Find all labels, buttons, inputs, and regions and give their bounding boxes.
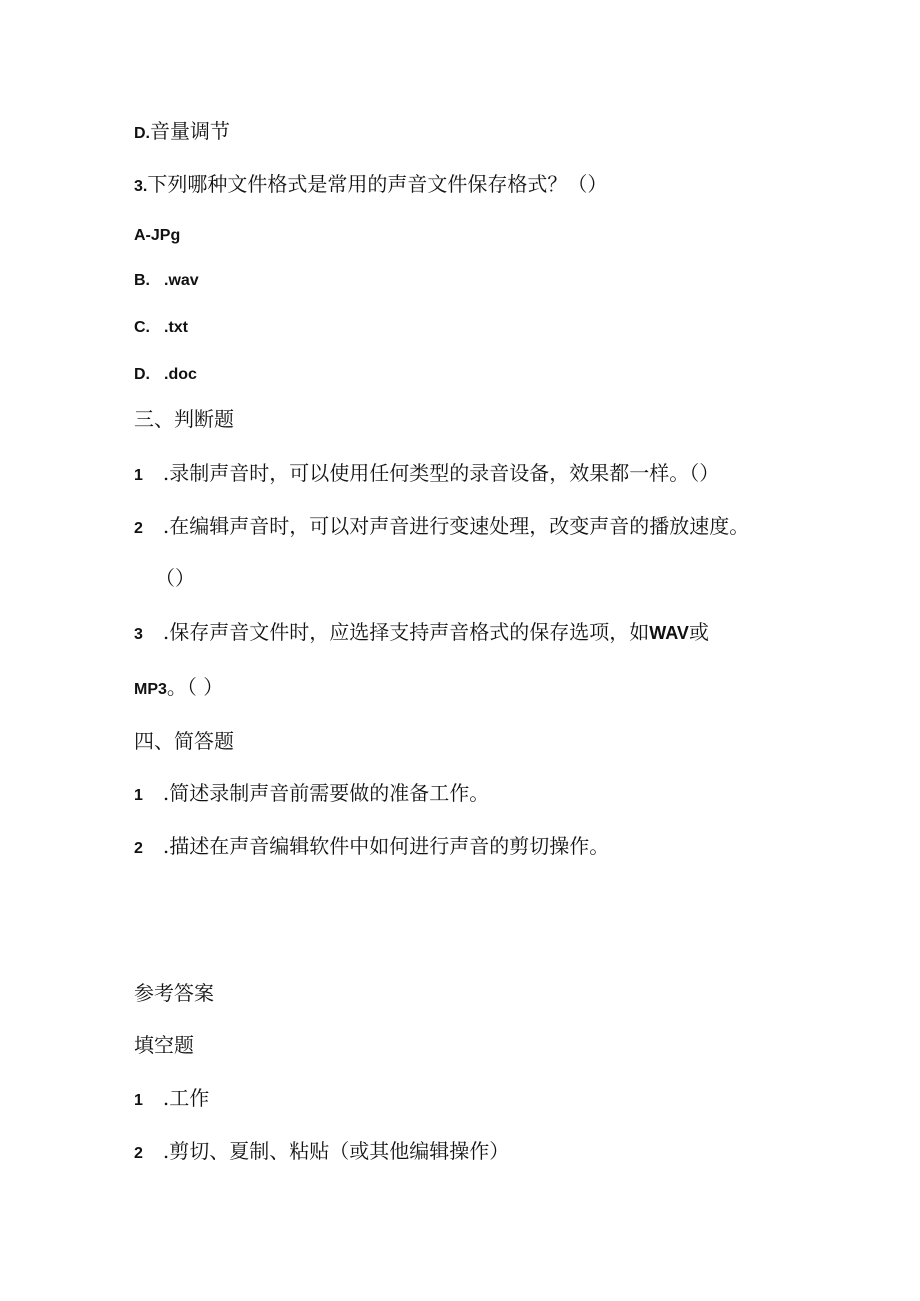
section-heading-judge: 三、判断题	[134, 407, 234, 431]
item-text-tail: 或	[688, 620, 709, 644]
judge-item-2-continuation: （）	[155, 566, 195, 590]
question-number: 3.	[134, 178, 148, 195]
option-b	[134, 265, 199, 294]
question-3	[134, 171, 607, 200]
item-text: .剪切、夏制、粘贴（或其他编辑操作）	[162, 1139, 510, 1163]
item-text: .录制声音时，可以使用任何类型的录音设备，效果都一样。（）	[162, 461, 720, 485]
item-number: 1	[134, 787, 143, 804]
option-text: .txt	[164, 319, 188, 336]
option-text: JPg	[150, 227, 181, 244]
item-number: 3	[134, 626, 143, 643]
option-text: .wav	[164, 272, 199, 289]
short-item-2	[134, 833, 609, 862]
option-letter: D.	[134, 366, 150, 383]
option-d	[134, 359, 197, 388]
answer-item-2	[134, 1138, 509, 1167]
item-number: 1	[134, 467, 143, 484]
option-a	[134, 220, 180, 249]
judge-item-2	[134, 513, 749, 542]
option-text: .doc	[164, 366, 197, 383]
option-d-previous	[134, 118, 230, 147]
option-c	[134, 312, 188, 341]
option-text: 音量调节	[150, 119, 230, 143]
answer-item-1	[134, 1085, 209, 1114]
item-text: .在编辑声音时，可以对声音进行变速处理，改变声音的播放速度。	[162, 514, 750, 538]
section-heading-short: 四、简答题	[134, 729, 234, 753]
judge-item-3	[134, 619, 709, 648]
format-mp3: MP3	[134, 681, 167, 698]
judge-item-1	[134, 460, 719, 489]
answers-heading: 参考答案	[134, 981, 214, 1005]
option-letter: C.	[134, 319, 150, 336]
item-text: .工作	[162, 1086, 210, 1110]
format-wav: WAV	[649, 623, 689, 643]
answers-subheading: 填空题	[134, 1033, 194, 1057]
option-letter: D.	[134, 125, 150, 142]
item-number: 1	[134, 1092, 143, 1109]
item-text: .保存声音文件时，应选择支持声音格式的保存选项，如	[162, 620, 650, 644]
item-text: .描述在声音编辑软件中如何进行声音的剪切操作。	[162, 834, 610, 858]
continuation-text: 。（ ）	[166, 675, 224, 699]
item-number: 2	[134, 1145, 143, 1162]
question-text: 下列哪种文件格式是常用的声音文件保存格式？（）	[147, 172, 608, 196]
short-item-1	[134, 780, 489, 809]
item-text: .简述录制声音前需要做的准备工作。	[162, 781, 490, 805]
judge-item-3-continuation	[134, 674, 223, 703]
option-letter: B.	[134, 272, 150, 289]
item-number: 2	[134, 840, 143, 857]
option-letter: A-	[134, 227, 151, 244]
item-number: 2	[134, 520, 143, 537]
